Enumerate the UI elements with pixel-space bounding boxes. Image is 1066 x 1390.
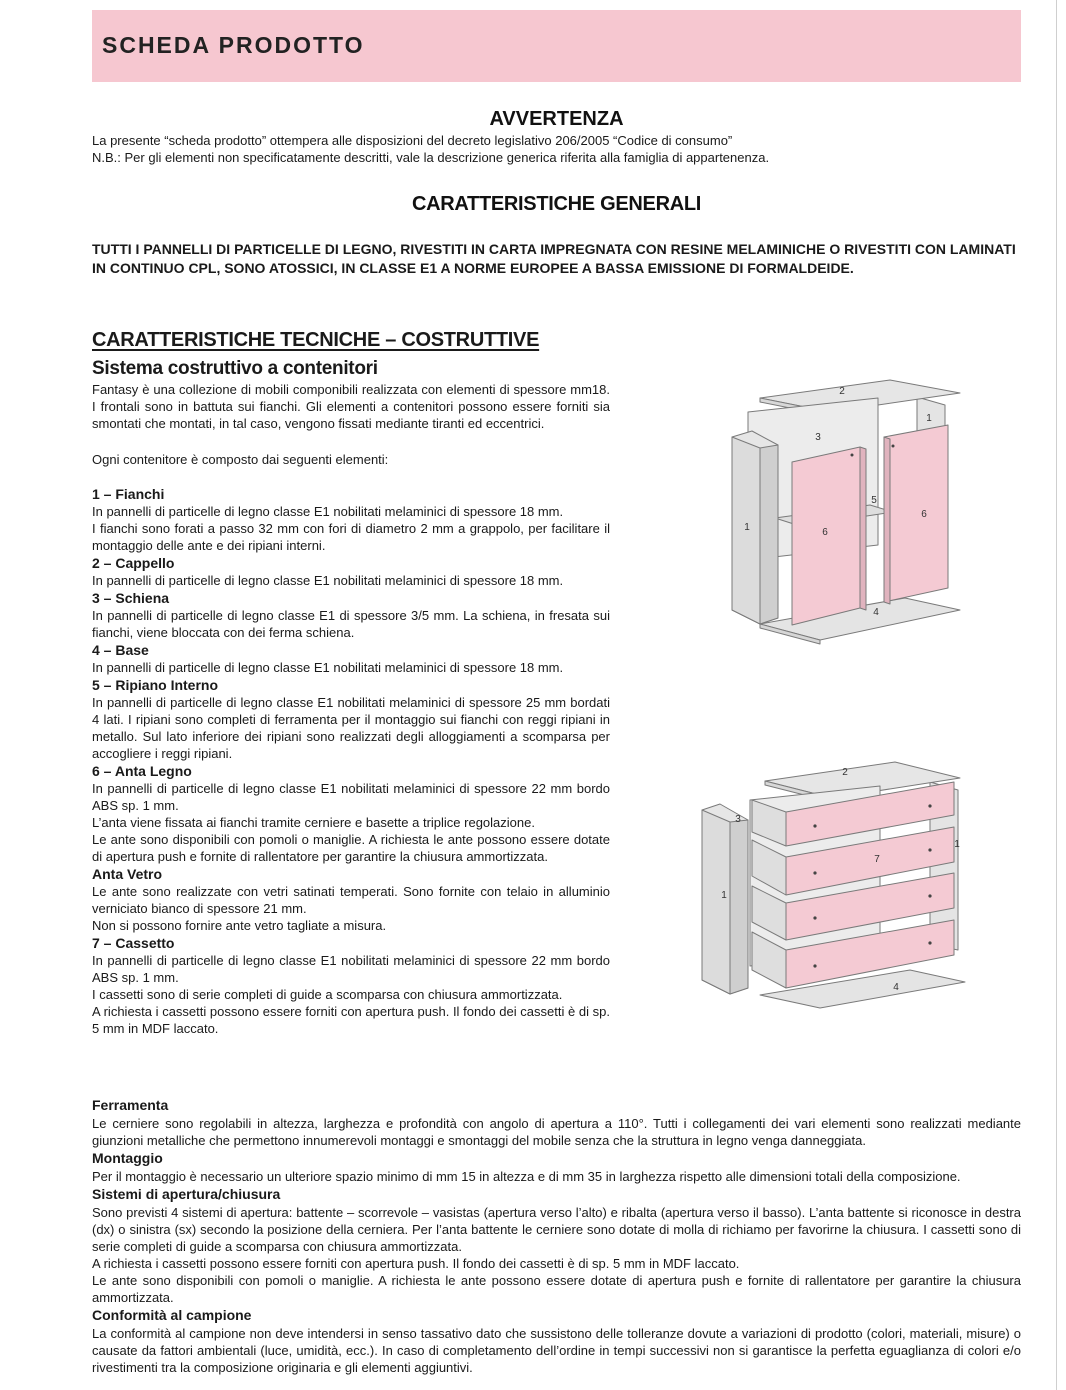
item-title: 6 – Anta Legno [92,763,192,779]
apertura-text: Sono previsti 4 sistemi di apertura: battente – scorrevole – vasistas (apertura verso l’alto) e ribalta (apertura verso il basso). L’anta battente si riconosce in destra (dx) o sinistra (sx) secondo la posizione della cerniera. Per l’anta battente le cerniere sono dotate di molla di richiamo per favorirne la chiusura. I cassetti sono di serie completi di guide a scomparsa con chiusura ammortizzata. [92,1205,1021,1254]
bottom-sections [92,1096,1021,1376]
montaggio-title: Montaggio [92,1150,163,1166]
warning-line-2: N.B.: Per gli elementi non specificatamente descritti, vale la descrizione generica riferita alla famiglia di appartenenza. [92,150,770,165]
diagram2-label: 4 [893,982,899,993]
item-text: In pannelli di particelle di legno classe E1 nobilitati melaminici di spessore 18 mm. [92,660,564,675]
item-text: Non si possono fornire ante vetro tagliate a misura. [92,918,387,933]
item-title: 4 – Base [92,642,149,658]
ferramenta-title: Ferramenta [92,1097,169,1113]
header-banner [92,10,1021,82]
item-text: In pannelli di particelle di legno classe E1 nobilitati melaminici di spessore 18 mm. [92,573,564,588]
item-text: I fianchi sono forati a passo 32 mm con fori di diametro 2 mm a grappolo, per facilitare il montaggio delle ante e dei ripiani interni. [92,521,610,553]
warning-line-1: La presente “scheda prodotto” ottempera alle disposizioni del decreto legislativo 206/2005 “Codice di consumo” [92,133,733,148]
page-edge [1056,0,1057,1390]
item-text: In pannelli di particelle di legno classe E1 nobilitati melaminici di spessore 18 mm. [92,504,564,519]
diagram1-label: 6 [822,527,828,538]
cabinet-doors-diagram [720,375,1020,660]
item-text: In pannelli di particelle di legno classe E1 nobilitati melaminici di spessore 22 mm bordo ABS sp. 1 mm. [92,781,610,813]
apertura-text: Le ante sono disponibili con pomoli o maniglie. A richiesta le ante possono essere dotate di apertura push e fornite di rallentatore per garantire la chiusura ammortizzata. [92,1273,1021,1305]
technical-composed: Ogni contenitore è composto dai seguenti elementi: [92,452,389,467]
ferramenta-text: Le cerniere sono regolabili in altezza, larghezza e profondità con angolo di apertura a 110°. Tutti i collegamenti dei vari elementi sono realizzati mediante giunzioni metalliche che permettono innumerevoli montaggi e smontaggi del mobile senza che la struttura in legno venga danneggiata. [92,1116,1021,1148]
item-title: 1 – Fianchi [92,486,165,502]
item-title: Anta Vetro [92,866,163,882]
warning-title: AVVERTENZA [489,108,624,130]
diagram1-label: 1 [926,413,932,424]
technical-intro: Fantasy è una collezione di mobili componibili realizzata con elementi di spessore mm18. I frontali sono in battuta sui fianchi. Gli elementi a contenitori possono essere forniti sia smontati che montati, in tal caso, vengono fissati mediante tiranti ed eccentrici. [92,382,610,431]
chest-drawers-diagram [695,755,1020,1010]
item-text: In pannelli di particelle di legno classe E1 nobilitati melaminici di spessore 22 mm bordo ABS sp. 1 mm. [92,953,610,985]
item-text: I cassetti sono di serie completi di guide a scomparsa con chiusura ammortizzata. [92,987,563,1002]
item-text: Le ante sono realizzate con vetri satinati temperati. Sono fornite con telaio in alluminio verniciato bianco di spessore 21 mm. [92,884,610,916]
item-title: 5 – Ripiano Interno [92,677,219,693]
diagram1-label: 1 [744,522,750,533]
diagram1-label: 5 [871,495,877,506]
item-text: A richiesta i cassetti possono essere forniti con apertura push. Il fondo dei cassetti è di sp. 5 mm in MDF laccato. [92,1004,610,1036]
diagram2-label: 2 [842,767,848,778]
apertura-text: A richiesta i cassetti possono essere forniti con apertura push. Il fondo dei cassetti è di sp. 5 mm in MDF laccato. [92,1256,740,1271]
conformita-text: La conformità al campione non deve intendersi in senso tassativo dato che sussistono delle tolleranze dovute a variazioni di prodotto (colori, materiali, misure) o causate da fattori ambientali (luce, umidità, ecc.). In caso di completamento dell’ordine in tempi successivi non si garantisce la perfetta eguaglianza di colori e/o rivestimenti tra la composizione originaria e gli elementi aggiuntivi. [92,1326,1021,1375]
technical-column [92,381,610,1037]
diagram1-label: 4 [873,607,879,618]
item-text: In pannelli di particelle di legno classe E1 di spessore 3/5 mm. La schiena, in fresata sui fianchi, viene bloccata con dei ferma schiena. [92,608,610,640]
general-title: CARATTERISTICHE GENERALI [411,193,702,215]
item-title: 2 – Cappello [92,555,175,571]
montaggio-text: Per il montaggio è necessario un ulteriore spazio minimo di mm 15 in altezza e di mm 35 in larghezza rispetto alle dimensioni totali della composizione. [92,1169,961,1184]
conformita-title: Conformità al campione [92,1307,252,1323]
item-text: In pannelli di particelle di legno classe E1 nobilitati melaminici di spessore 25 mm bordati 4 lati. I ripiani sono completi di ferramenta per il montaggio sui fianchi con reggi ripiani in metallo. Sul lato inferiore dei ripiani sono realizzati degli alloggiamenti a scomparsa per accogliere i reggi ripiani. [92,695,610,761]
diagram1-label: 3 [815,432,821,443]
page-title: SCHEDA PRODOTTO [102,32,365,58]
technical-subtitle: Sistema costruttivo a contenitori [92,358,378,379]
diagram1-label: 6 [921,509,927,520]
item-text: Le ante sono disponibili con pomoli o maniglie. A richiesta le ante possono essere dotate di apertura push e fornite di rallentatore per garantire la chiusura ammortizzata. [92,832,610,864]
technical-title: CARATTERISTICHE TECNICHE – COSTRUTTIVE [92,329,540,351]
diagram2-label: 1 [954,839,960,850]
general-text: TUTTI I PANNELLI DI PARTICELLE DI LEGNO, RIVESTITI IN CARTA IMPREGNATA CON RESINE MELAMINICHE O RIVESTITI CON LAMINATI IN CONTINUO CPL, SONO ATOSSICI, IN CLASSE E1 A NORME EUROPEE A BASSA EMISSIONE DI FORMALDEIDE. [92,241,1016,276]
diagram2-label: 7 [874,854,880,865]
item-title: 7 – Cassetto [92,935,175,951]
diagram1-label: 2 [839,386,845,397]
item-title: 3 – Schiena [92,590,170,606]
item-text: L’anta viene fissata ai fianchi tramite cerniere e basette a triplice regolazione. [92,815,535,830]
apertura-title: Sistemi di apertura/chiusura [92,1186,281,1202]
diagram2-label: 3 [735,814,741,825]
diagram2-label: 1 [721,890,727,901]
